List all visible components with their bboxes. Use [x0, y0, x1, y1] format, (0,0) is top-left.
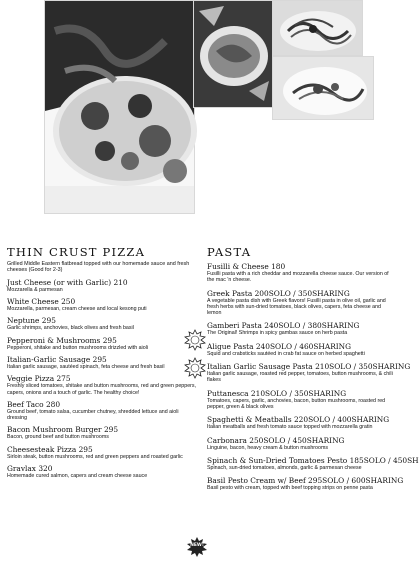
menu-item-price: 320	[38, 464, 53, 474]
menu-item-price: 200SOLO / 350SHARING	[254, 288, 350, 298]
menu-item-header	[207, 321, 393, 330]
menu-item	[7, 400, 199, 422]
menu-item-description: Homemade cured salmon, capers and cream cheese sauce	[7, 473, 148, 480]
menu-item-name: White Cheese	[7, 297, 59, 307]
menu-item	[7, 464, 199, 479]
menu-item	[207, 476, 404, 492]
menu-item-header	[7, 297, 199, 306]
menu-item-name: Bacon Mushroom Burger	[7, 425, 102, 435]
menu-item-price: 210SOLO / 350SHARING	[315, 362, 411, 372]
menu-item	[207, 389, 393, 411]
menu-item-name: Veggie Pizza	[7, 374, 55, 384]
section-description: Grilled Middle Eastern flatbread topped with our homemade sauce and fresh cheeses (Good for 2-3)	[7, 261, 190, 274]
menu-item-name: Gravlax	[7, 464, 36, 474]
menu-item-name: Beef Taco	[7, 399, 44, 409]
menu-item-list	[7, 278, 199, 480]
menu-item-header	[207, 455, 419, 465]
menu-item	[7, 336, 199, 351]
menu-item-header	[7, 400, 199, 409]
menu-item-price: 250SOLO / 450SHARING	[249, 435, 345, 445]
menu-item-name: Gamberi Pasta	[207, 321, 262, 331]
menu-item	[207, 436, 393, 451]
menu-item-price: 280	[45, 399, 61, 409]
menu-item	[207, 415, 393, 430]
menu-item-header	[7, 425, 199, 434]
menu-item-price: 275	[56, 374, 71, 384]
section-title: THIN CRUST PIZZA	[7, 245, 146, 259]
menu-item	[7, 374, 199, 396]
menu-item-header	[207, 289, 393, 298]
menu-item-description: Fusilli pasta with a rich cheddar and mozzarella cheese sauce. Our version of the mac 'n cheese.	[207, 271, 389, 284]
menu-item-header	[207, 476, 404, 486]
menu-item-price: 295	[78, 444, 93, 454]
menu-item-header	[7, 445, 199, 454]
menu-item-header	[7, 355, 199, 364]
menu-item-name: Aligue Pasta	[207, 341, 254, 351]
menu-item-header	[207, 342, 393, 351]
menu-item-description: Italian meatballs and fresh tomato sauce topped with mozzarella gratin	[207, 424, 373, 431]
menu-item-header	[7, 464, 199, 473]
menu-item-description: Ground beef, tomato salsa, cucumber chutney, shredded lettuce and aioli dressing	[7, 408, 179, 422]
menu-item-name: Neptune	[7, 316, 40, 326]
menu-item-price: 295SOLO / 600SHARING	[308, 476, 404, 486]
menu-item-price: 220SOLO / 400SHARING	[293, 415, 390, 425]
menu-item-header	[7, 316, 199, 325]
menu-item-description: Sirloin steak, button mushrooms, red and green peppers and roasted garlic	[7, 453, 183, 460]
menu-item-description: A vegetable pasta dish with Greek flavors! Fusilli pasta in olive oil, garlic and fresh herbs with sun-dried tomatoes, black olives, capers, feta cheese and lemon	[207, 297, 386, 317]
menu-item-name: Italian-Garlic Sausage	[7, 355, 91, 364]
menu-item-header	[7, 374, 199, 383]
starburst-seal-icon	[185, 358, 205, 378]
menu-item-price: 295	[103, 425, 119, 435]
menu-item-price: 240SOLO / 460SHARING	[255, 341, 352, 351]
menu-item-description: Spinach, sun-dried tomatoes, almonds, garlic & parmesan cheese	[207, 464, 362, 471]
menu-item-name: Basil Pesto Cream w/ Beef	[207, 476, 306, 486]
menu-item-description: Pepperoni, shitake and button mushrooms drizzled with aioli	[7, 344, 149, 351]
menu-item-description: Bacon, ground beef and button mushrooms	[7, 434, 109, 441]
menu-item-price: 295	[92, 355, 107, 364]
menu-item	[207, 321, 393, 336]
menu-item	[207, 289, 393, 317]
menu-item-name: Pepperoni & Mushrooms	[7, 335, 101, 345]
thin-crust-pizza-section	[7, 245, 199, 479]
pasta-bowl-photo	[193, 0, 273, 108]
menu-item-name: Carbonara	[207, 435, 247, 445]
pasta-plate-photo	[272, 56, 374, 120]
menu-item-price: 295	[102, 335, 117, 345]
menu-item-price: 295	[41, 316, 56, 326]
section-title: PASTA	[207, 245, 252, 259]
menu-item	[7, 445, 199, 460]
menu-item-description: Garlic shrimps, anchovies, black olives and fresh basil	[7, 325, 134, 332]
menu-item	[207, 362, 411, 384]
menu-item-description: Tomatoes, capers, garlic, anchovies, bacon, button mushrooms, roasted red pepper, green & black olives	[207, 397, 386, 410]
menu-item-price: 240SOLO / 380SHARING	[264, 321, 360, 331]
menu-item-header	[207, 415, 393, 424]
menu-item-price: 185SOLO / 450SH	[349, 455, 419, 465]
menu-item	[207, 342, 393, 357]
menu-item-description: Italian garlic sausage, roasted red pepper, tomatoes, button mushrooms, & chili flakes	[207, 371, 393, 384]
menu-item-name: Greek Pasta	[207, 288, 253, 298]
menu-item-description: Basil pesto with cream, topped with beef topping strips on penne pasta	[207, 485, 373, 492]
menu-item	[7, 425, 199, 440]
menu-item-name: Just Cheese (or with Garlic)	[7, 277, 112, 287]
menu-item-list	[207, 262, 419, 492]
menu-item-description: Mozzarella & parmesan	[7, 286, 63, 293]
menu-item-description: Italian garlic sausage, sautéed spinach, feta cheese and fresh basil	[7, 364, 165, 370]
menu-item-description: Linguine, bacon, heavy cream & button mushrooms	[207, 444, 329, 451]
menu-item-price: 210SOLO / 350SHARING	[250, 388, 347, 398]
menu-item-header	[207, 436, 393, 445]
new-badge-label: NEW!	[190, 543, 204, 548]
menu-item	[207, 262, 393, 284]
new-badge	[187, 537, 207, 557]
menu-item-header	[207, 262, 393, 271]
menu-item-name: Spinach & Sun-Dried Tomatoes Pesto	[207, 455, 348, 465]
menu-item-header	[7, 278, 199, 287]
menu-item-header	[207, 362, 411, 372]
menu-item-price: 250	[61, 297, 76, 307]
menu-item-name: Spaghetti & Meatballs	[207, 415, 292, 425]
menu-item	[207, 455, 419, 471]
menu-item-name: Italian Garlic Sausage Pasta	[207, 362, 313, 372]
menu-item	[7, 355, 199, 370]
menu-item-header	[207, 389, 393, 398]
menu-item-price: 210	[113, 277, 128, 287]
menu-item-name: Fusilli & Cheese	[207, 262, 269, 271]
pasta-section	[207, 245, 419, 492]
menu-item-header	[7, 336, 199, 345]
menu-item-description: Freshly sliced tomatoes, shitake and button mushrooms, red and green peppers, capers, onions and a touch of garlic. The healthy choice!	[7, 383, 197, 396]
menu-item-name: Cheesesteak Pizza	[7, 444, 77, 454]
menu-item-description: Mozzarella, parmesan, cream cheese and local kesong puti	[7, 306, 147, 313]
menu-item-price: 180	[271, 262, 286, 271]
menu-item-name: Puttanesca	[207, 388, 249, 398]
pizza-photo	[44, 0, 195, 214]
menu-item	[7, 316, 199, 331]
menu-item	[7, 278, 199, 293]
starburst-seal-icon	[185, 330, 205, 350]
menu-item-description: Squid and crabsticks sautéed in crab fat sauce on herbed spaghetti	[207, 350, 365, 357]
spaghetti-photo	[272, 0, 363, 56]
menu-item	[7, 297, 199, 312]
menu-item-description: The Original! Shrimps in spicy gambas sauce on herb pasta	[207, 330, 348, 337]
